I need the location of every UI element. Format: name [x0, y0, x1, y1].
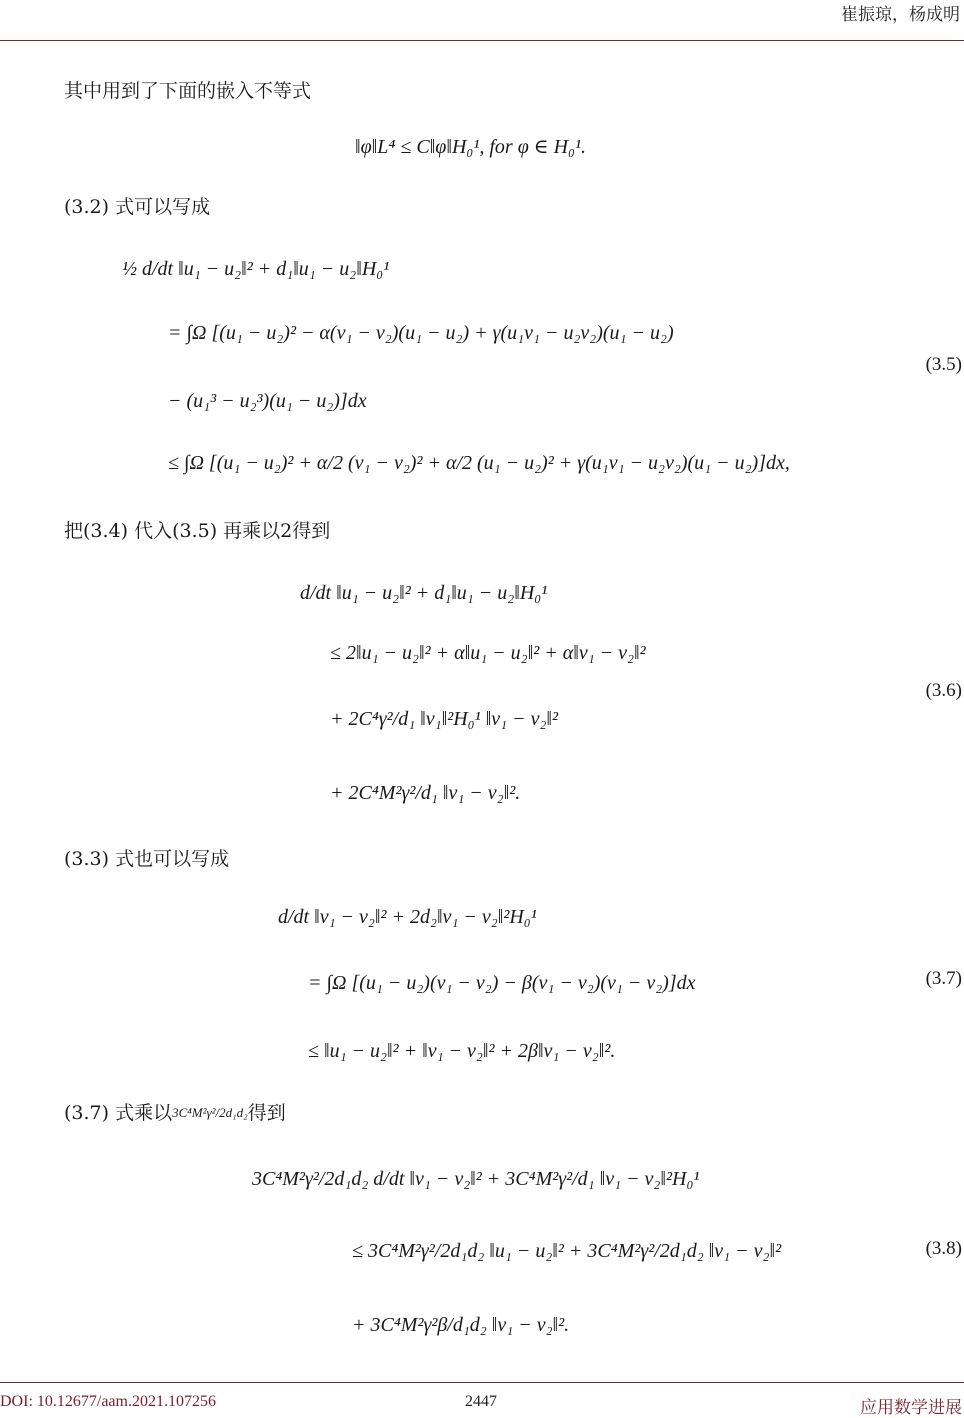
eq35-number: (3.5) [925, 354, 962, 375]
eq36-line4: + 2C⁴M²γ²/d₁ ‖v₁ − v₂‖². [330, 782, 521, 804]
eq36-number: (3.6) [925, 680, 962, 701]
eq37-number: (3.7) [925, 968, 962, 989]
paragraph-substitute: 把(3.4) 代入(3.5) 再乘以2得到 [64, 520, 331, 542]
eq36-line2: ≤ 2‖u₁ − u₂‖² + α‖u₁ − u₂‖² + α‖v₁ − v₂‖² [330, 642, 646, 664]
eq35-line2: = ∫Ω [(u₁ − u₂)² − α(v₁ − v₂)(u₁ − u₂) + γ(u₁v₁ − u₂v₂)(u₁ − u₂) [168, 322, 674, 344]
footer-page-number: 2447 [465, 1393, 497, 1410]
footer-rule [0, 1382, 964, 1383]
eq38-line2: ≤ 3C⁴M²γ²/2d₁d₂ ‖u₁ − u₂‖² + 3C⁴M²γ²/2d₁d₂ ‖v₁ − v₂‖² [352, 1240, 782, 1262]
eq37-line2: = ∫Ω [(u₁ − u₂)(v₁ − v₂) − β(v₁ − v₂)(v₁ − v₂)]dx [308, 972, 696, 994]
equation-embedding: ‖φ‖L⁴ ≤ C‖φ‖H₀¹, for φ ∈ H₀¹. [355, 136, 586, 158]
eq35-line3: − (u₁³ − u₂³)(u₁ − u₂)]dx [168, 390, 367, 412]
footer-doi-link[interactable]: DOI: 10.12677/aam.2021.107256 [0, 1393, 216, 1410]
eq35-line4: ≤ ∫Ω [(u₁ − u₂)² + α/2 (v₁ − v₂)² + α/2 (u₁ − u₂)² + γ(u₁v₁ − u₂v₂)(u₁ − u₂)]dx, [168, 452, 790, 474]
paragraph-3-7-multiply [64, 1098, 286, 1125]
paragraph-3-2: (3.2) 式可以写成 [64, 196, 211, 218]
eq37-line1: d/dt ‖v₁ − v₂‖² + 2d₂‖v₁ − v₂‖²H₀¹ [278, 906, 537, 928]
header-authors: 崔振琼，杨成明 [841, 5, 960, 25]
header-rule [0, 40, 964, 41]
paragraph-3-7-text-a: (3.7) 式乘以 [64, 1102, 173, 1124]
eq36-line3: + 2C⁴γ²/d₁ ‖v₁‖²H₀¹ ‖v₁ − v₂‖² [330, 708, 559, 730]
paragraph-embedding-intro: 其中用到了下面的嵌入不等式 [64, 80, 312, 102]
eq37-line3: ≤ ‖u₁ − u₂‖² + ‖v₁ − v₂‖² + 2β‖v₁ − v₂‖². [308, 1040, 616, 1062]
paragraph-3-7-inline-fraction: 3C⁴M²γ²/2d₁d₂ [172, 1105, 248, 1120]
eq36-line1: d/dt ‖u₁ − u₂‖² + d₁‖u₁ − u₂‖H₀¹ [300, 582, 548, 604]
eq38-line1: 3C⁴M²γ²/2d₁d₂ d/dt ‖v₁ − v₂‖² + 3C⁴M²γ²/d₁ ‖v₁ − v₂‖²H₀¹ [252, 1168, 700, 1190]
eq35-line1: ½ d/dt ‖u₁ − u₂‖² + d₁‖u₁ − u₂‖H₀¹ [122, 258, 390, 280]
paragraph-3-3: (3.3) 式也可以写成 [64, 848, 230, 870]
footer-journal-link[interactable]: 应用数学进展 [860, 1398, 962, 1418]
paragraph-3-7-text-b: 得到 [247, 1102, 286, 1124]
eq38-number: (3.8) [925, 1238, 962, 1259]
eq38-line3: + 3C⁴M²γ²β/d₁d₂ ‖v₁ − v₂‖². [352, 1314, 570, 1336]
